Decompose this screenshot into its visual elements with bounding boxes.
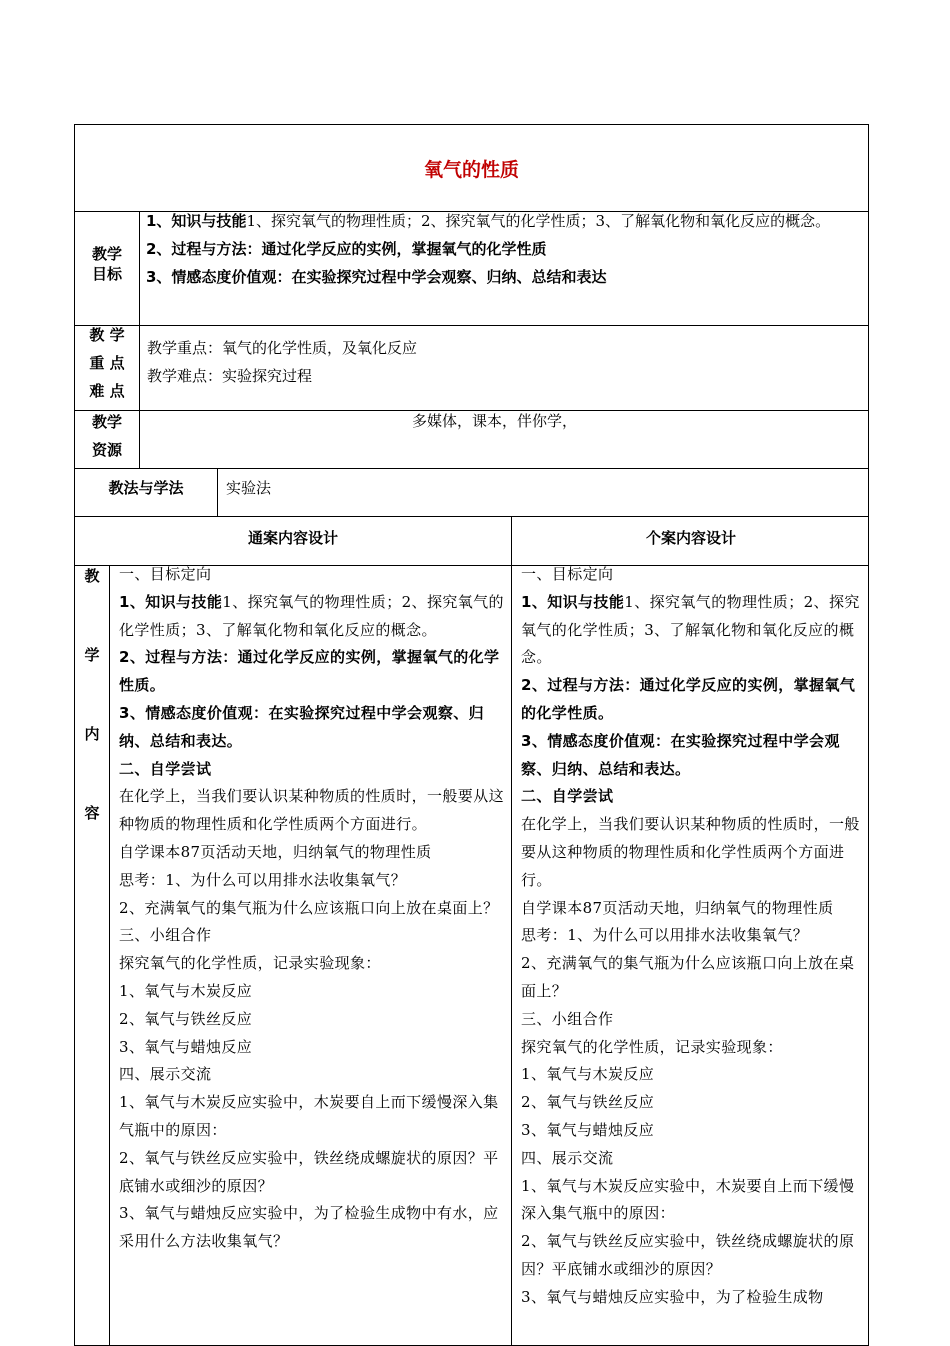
discussion-item: 1、氧气与木炭反应实验中，木炭要自上而下缓慢深入集气瓶中的原因：: [119, 1093, 499, 1139]
objective-knowledge: 1、知识与技能1、探究氧气的物理性质；2、探究氧气的化学性质；3、了解氧化物和氧化反应的概念。: [521, 592, 860, 667]
discussion-item: 1、氧气与木炭反应实验中，木炭要自上而下缓慢深入集气瓶中的原因：: [521, 1176, 855, 1223]
lesson-plan-table: [74, 124, 869, 1346]
list-item: 3、氧气与蜡烛反应: [521, 1120, 655, 1139]
method-content: 实验法: [226, 479, 272, 497]
objective-attitude: 3、情感态度价值观：在实验探究过程中学会观察、归纳、总结和表达。: [521, 731, 840, 778]
row-divider: [75, 325, 868, 326]
question: 2、充满氧气的集气瓶为什么应该瓶口向上放在桌面上？: [119, 898, 499, 917]
row-divider: [75, 468, 868, 469]
section-heading: 四、展示交流: [521, 1148, 614, 1167]
section-heading: 二、自学尝试: [521, 787, 614, 806]
page-title: 氧气的性质: [423, 159, 519, 181]
columns-divider: [511, 516, 512, 1345]
section-heading: 三、小组合作: [521, 1009, 614, 1028]
question: 思考：1、为什么可以用排水法收集氧气？: [119, 870, 407, 889]
common-design-header: 通案内容设计: [247, 529, 338, 547]
resources-label: 教学 资源: [91, 413, 122, 459]
paragraph: 自学课本87页活动天地，归纳氧气的物理性质: [521, 898, 834, 917]
question: 2、充满氧气的集气瓶为什么应该瓶口向上放在桌面上？: [521, 954, 855, 1000]
objectives-content: [146, 207, 864, 291]
list-item: 2、氧气与铁丝反应: [119, 1009, 253, 1028]
common-content: [119, 561, 505, 1256]
list-item: 3、氧气与蜡烛反应: [119, 1037, 253, 1056]
question: 思考：1、为什么可以用排水法收集氧气？: [521, 926, 809, 945]
side-label-divider: [109, 565, 110, 1345]
teaching-content-label: 教 学 内 容: [84, 567, 100, 822]
objectives-label: 教学 目标: [91, 245, 122, 283]
paragraph: 在化学上，当我们要认识某种物质的性质时，一般要从这种物质的物理性质和化学性质两个方面进行。: [119, 787, 505, 834]
objective-process: 2、过程与方法：通过化学反应的实例，掌握氧气的化学性质。: [521, 676, 856, 722]
section-heading: 一、目标定向: [119, 565, 212, 583]
section-heading: 二、自学尝试: [119, 759, 212, 778]
section-heading: 三、小组合作: [119, 926, 212, 945]
label-column-divider: [139, 211, 140, 468]
objective-process: 2、过程与方法：通过化学反应的实例，掌握氧气的化学性质: [146, 240, 547, 258]
list-item: 1、氧气与木炭反应: [119, 981, 253, 1000]
resources-content: 多媒体，课本，伴你学，: [412, 412, 578, 430]
keypoints-content: [147, 334, 847, 390]
list-item: 2、氧气与铁丝反应: [521, 1093, 655, 1112]
objective-knowledge: 1、知识与技能1、探究氧气的物理性质；2、探究氧气的化学性质；3、了解氧化物和氧化反应的概念。: [119, 592, 504, 639]
paragraph: 在化学上，当我们要认识某种物质的性质时，一般要从这种物质的物理性质和化学性质两个方面进行。: [521, 815, 860, 889]
objective-process: 2、过程与方法：通过化学反应的实例，掌握氧气的化学性质。: [119, 648, 500, 695]
list-item: 1、氧气与木炭反应: [521, 1065, 655, 1084]
objective-attitude: 3、情感态度价值观：在实验探究过程中学会观察、归纳、总结和表达。: [119, 703, 485, 750]
method-divider: [217, 468, 218, 516]
objective-attitude: 3、情感态度价值观：在实验探究过程中学会观察、归纳、总结和表达: [146, 268, 607, 286]
paragraph: 探究氧气的化学性质，记录实验现象：: [521, 1037, 783, 1056]
method-label: 教法与学法: [108, 479, 184, 497]
paragraph: 自学课本87页活动天地，归纳氧气的物理性质: [119, 842, 432, 861]
paragraph: 探究氧气的化学性质，记录实验现象：: [119, 954, 381, 973]
section-heading: 一、目标定向: [521, 565, 614, 583]
individual-content: [521, 561, 863, 1312]
difficult-point: 教学难点：实验探究过程: [147, 367, 313, 385]
row-divider: [75, 516, 868, 517]
discussion-item: 2、氧气与铁丝反应实验中，铁丝绕成螺旋状的原因？平底铺水或细沙的原因？: [119, 1148, 499, 1195]
objective-knowledge: 1、知识与技能1、探究氧气的物理性质；2、探究氧气的化学性质；3、了解氧化物和氧化反应的概念。: [146, 212, 831, 230]
discussion-item: 2、氧气与铁丝反应实验中，铁丝绕成螺旋状的原因？平底铺水或细沙的原因？: [521, 1232, 855, 1278]
discussion-item: 3、氧气与蜡烛反应实验中，为了检验生成物中有水，应采用什么方法收集氧气？: [119, 1204, 499, 1251]
section-heading: 四、展示交流: [119, 1065, 212, 1084]
key-point: 教学重点：氧气的化学性质，及氧化反应: [147, 339, 418, 357]
discussion-item: 3、氧气与蜡烛反应实验中，为了检验生成物: [521, 1287, 824, 1306]
individual-design-header: 个案内容设计: [645, 529, 736, 547]
keypoints-label: 教 学 重 点 难 点: [89, 326, 125, 400]
